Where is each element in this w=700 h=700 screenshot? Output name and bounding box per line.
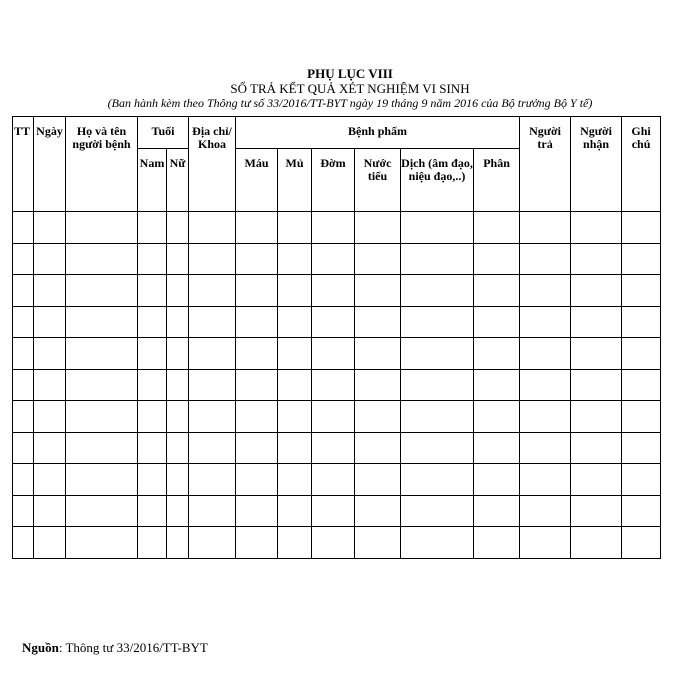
table-cell	[571, 432, 622, 464]
table-cell	[474, 464, 520, 496]
table-cell	[571, 212, 622, 244]
table-cell	[355, 275, 401, 307]
table-cell	[474, 369, 520, 401]
table-row	[13, 275, 661, 307]
table-cell	[312, 464, 355, 496]
table-cell	[401, 338, 474, 370]
table-cell	[138, 275, 167, 307]
table-cell	[138, 432, 167, 464]
table-cell	[520, 212, 571, 244]
header-benh-pham: Bệnh phẩm	[236, 117, 520, 149]
table-cell	[236, 369, 278, 401]
table-cell	[236, 306, 278, 338]
table-cell	[312, 306, 355, 338]
table-cell	[401, 275, 474, 307]
table-cell	[167, 495, 189, 527]
table-cell	[189, 432, 236, 464]
table-cell	[167, 243, 189, 275]
table-cell	[401, 432, 474, 464]
table-cell	[312, 275, 355, 307]
table-cell	[189, 338, 236, 370]
table-cell	[474, 338, 520, 370]
table-cell	[66, 464, 138, 496]
table-cell	[312, 212, 355, 244]
table-cell	[355, 495, 401, 527]
table-cell	[355, 338, 401, 370]
table-cell	[138, 401, 167, 433]
table-cell	[13, 306, 34, 338]
table-cell	[13, 432, 34, 464]
table-cell	[474, 432, 520, 464]
table-cell	[355, 306, 401, 338]
table-cell	[189, 464, 236, 496]
table-cell	[520, 338, 571, 370]
table-row	[13, 243, 661, 275]
table-cell	[312, 243, 355, 275]
table-cell	[13, 275, 34, 307]
document-legal-note: (Ban hành kèm theo Thông tư số 33/2016/TT-BYT ngày 19 tháng 9 năm 2016 của Bộ trưởng Bộ Y tế)	[107, 96, 593, 110]
table-row	[13, 495, 661, 527]
source-text: : Thông tư 33/2016/TT-BYT	[58, 640, 208, 655]
table-cell	[622, 338, 661, 370]
table-cell	[312, 401, 355, 433]
table-cell	[13, 527, 34, 559]
document-header	[0, 66, 700, 110]
header-phan: Phân	[474, 149, 520, 212]
table-cell	[571, 495, 622, 527]
table-cell	[401, 527, 474, 559]
table-cell	[167, 527, 189, 559]
table-cell	[66, 306, 138, 338]
table-row	[13, 369, 661, 401]
source-note	[22, 640, 208, 656]
table-cell	[138, 212, 167, 244]
table-cell	[355, 369, 401, 401]
header-nu: Nữ	[167, 149, 189, 212]
table-cell	[167, 401, 189, 433]
results-log-table	[12, 116, 661, 559]
table-cell	[622, 306, 661, 338]
table-cell	[189, 401, 236, 433]
header-tt: TT	[13, 117, 34, 212]
table-cell	[571, 369, 622, 401]
table-cell	[167, 464, 189, 496]
header-ngay: Ngày	[34, 117, 66, 212]
header-dich: Dịch (âm đạo, niệu đạo,..)	[401, 149, 474, 212]
table-cell	[278, 275, 312, 307]
source-label: Nguồn	[22, 640, 59, 655]
table-cell	[13, 243, 34, 275]
table-cell	[138, 243, 167, 275]
table-cell	[236, 212, 278, 244]
table-cell	[474, 275, 520, 307]
table-cell	[520, 527, 571, 559]
header-nam: Nam	[138, 149, 167, 212]
table-cell	[66, 527, 138, 559]
table-cell	[474, 401, 520, 433]
table-cell	[66, 212, 138, 244]
table-cell	[167, 338, 189, 370]
table-cell	[401, 464, 474, 496]
table-row	[13, 306, 661, 338]
table-cell	[571, 401, 622, 433]
table-cell	[66, 495, 138, 527]
table-cell	[520, 369, 571, 401]
table-cell	[236, 243, 278, 275]
table-cell	[167, 275, 189, 307]
table-row	[13, 338, 661, 370]
table-cell	[13, 369, 34, 401]
table-cell	[278, 338, 312, 370]
table-cell	[571, 464, 622, 496]
table-cell	[355, 464, 401, 496]
table-cell	[474, 527, 520, 559]
header-nuoc-tieu: Nước tiểu	[355, 149, 401, 212]
header-mu: Mủ	[278, 149, 312, 212]
table-row	[13, 212, 661, 244]
table-cell	[278, 464, 312, 496]
table-cell	[355, 527, 401, 559]
table-cell	[571, 243, 622, 275]
table-cell	[401, 212, 474, 244]
table-cell	[520, 243, 571, 275]
table-cell	[278, 527, 312, 559]
document-title: PHỤ LỤC VIII	[307, 66, 393, 81]
table-cell	[355, 243, 401, 275]
table-cell	[34, 432, 66, 464]
table-cell	[167, 432, 189, 464]
table-cell	[571, 527, 622, 559]
table-cell	[474, 306, 520, 338]
table-cell	[236, 464, 278, 496]
table-row	[13, 432, 661, 464]
table-cell	[66, 432, 138, 464]
table-cell	[189, 369, 236, 401]
table-cell	[138, 338, 167, 370]
table-cell	[571, 306, 622, 338]
table-cell	[278, 369, 312, 401]
header-ho-ten: Họ và tên người bệnh	[66, 117, 138, 212]
table-cell	[236, 401, 278, 433]
table-cell	[520, 275, 571, 307]
table-cell	[520, 495, 571, 527]
table-cell	[138, 495, 167, 527]
table-cell	[189, 495, 236, 527]
table-cell	[66, 338, 138, 370]
table-row	[13, 527, 661, 559]
table-cell	[34, 401, 66, 433]
table-cell	[236, 275, 278, 307]
table-cell	[401, 369, 474, 401]
table-cell	[189, 243, 236, 275]
table-cell	[278, 495, 312, 527]
table-cell	[66, 401, 138, 433]
header-dom: Đờm	[312, 149, 355, 212]
table-cell	[401, 306, 474, 338]
table-cell	[236, 338, 278, 370]
table-cell	[622, 401, 661, 433]
header-mau: Máu	[236, 149, 278, 212]
table-cell	[66, 275, 138, 307]
table-cell	[520, 401, 571, 433]
table-cell	[312, 338, 355, 370]
table-cell	[312, 432, 355, 464]
table-cell	[138, 464, 167, 496]
table-cell	[312, 369, 355, 401]
table-cell	[278, 432, 312, 464]
table-cell	[13, 401, 34, 433]
table-cell	[189, 275, 236, 307]
table-body	[13, 212, 661, 559]
table-cell	[34, 495, 66, 527]
table-cell	[13, 212, 34, 244]
table-cell	[34, 369, 66, 401]
table-cell	[236, 432, 278, 464]
table-cell	[401, 495, 474, 527]
table-cell	[189, 212, 236, 244]
table-cell	[66, 369, 138, 401]
table-cell	[622, 275, 661, 307]
table-cell	[167, 306, 189, 338]
table-cell	[278, 212, 312, 244]
table-cell	[474, 495, 520, 527]
table-cell	[355, 212, 401, 244]
table-cell	[520, 432, 571, 464]
table-cell	[622, 212, 661, 244]
table-cell	[622, 243, 661, 275]
table-cell	[622, 464, 661, 496]
table-cell	[34, 275, 66, 307]
table-cell	[34, 243, 66, 275]
table-cell	[571, 338, 622, 370]
table-cell	[355, 432, 401, 464]
table-cell	[622, 495, 661, 527]
table-cell	[138, 527, 167, 559]
table-cell	[401, 243, 474, 275]
table-cell	[13, 495, 34, 527]
table-cell	[34, 306, 66, 338]
table-cell	[189, 306, 236, 338]
table-cell	[13, 464, 34, 496]
table-cell	[278, 243, 312, 275]
table-cell	[167, 212, 189, 244]
header-row-top	[13, 117, 661, 149]
table-cell	[34, 212, 66, 244]
table-cell	[355, 401, 401, 433]
table-cell	[278, 401, 312, 433]
table-cell	[278, 306, 312, 338]
table-row	[13, 401, 661, 433]
table-cell	[474, 212, 520, 244]
table-cell	[622, 369, 661, 401]
table-row	[13, 464, 661, 496]
table-cell	[312, 527, 355, 559]
table-cell	[189, 527, 236, 559]
document-subtitle: SỔ TRẢ KẾT QUẢ XÉT NGHIỆM VI SINH	[230, 81, 470, 96]
table-cell	[622, 432, 661, 464]
table-cell	[474, 243, 520, 275]
table-cell	[34, 338, 66, 370]
table-cell	[236, 495, 278, 527]
table-cell	[138, 369, 167, 401]
table-cell	[13, 338, 34, 370]
header-nguoi-tra: Người trả	[520, 117, 571, 212]
table-cell	[312, 495, 355, 527]
table-cell	[66, 243, 138, 275]
table-cell	[167, 369, 189, 401]
header-nguoi-nhan: Người nhận	[571, 117, 622, 212]
table-cell	[34, 464, 66, 496]
table-cell	[622, 527, 661, 559]
header-dia-chi: Địa chỉ/ Khoa	[189, 117, 236, 212]
table-cell	[520, 306, 571, 338]
table-cell	[34, 527, 66, 559]
table-cell	[571, 275, 622, 307]
header-ghi-chu: Ghi chú	[622, 117, 661, 212]
header-tuoi: Tuổi	[138, 117, 189, 149]
table-cell	[138, 306, 167, 338]
table-cell	[520, 464, 571, 496]
table-cell	[236, 527, 278, 559]
table-cell	[401, 401, 474, 433]
